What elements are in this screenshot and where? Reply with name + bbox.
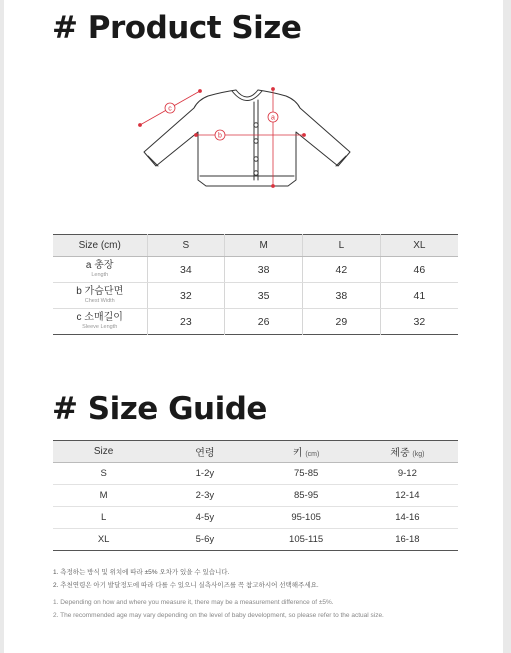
row-label-cell [53,257,147,283]
table-cell: 4-5y [154,507,255,529]
size-guide-title: # Size Guide [52,391,267,427]
jacket-illustration [132,82,368,194]
table-cell: 85-95 [256,485,357,507]
notes-english [53,596,473,622]
row-label-cell [53,309,147,335]
row-sublabel: Length [91,272,109,278]
header-unit: (kg) [412,451,425,458]
notes-korean [53,566,473,592]
table-cell: 23 [147,309,225,335]
table-cell: 29 [303,309,381,335]
row-label: a 총장 [85,260,114,271]
table-cell: 46 [380,257,458,283]
product-size-title: # Product Size [52,10,302,46]
note-line: 1. 측정하는 방식 및 위치에 따라 ±5% 오차가 있을 수 있습니다. [53,569,230,576]
table-cell: 41 [380,283,458,309]
table-cell: 38 [303,283,381,309]
product-size-table [53,234,458,335]
header-cell [357,441,458,463]
header-cell: XL [380,235,458,257]
header-cell: Size (cm) [53,235,147,257]
table-row [53,309,458,335]
row-label: c 소매길이 [76,312,123,323]
table-header-row [53,441,458,463]
table-row [53,507,458,529]
label-b: b [218,132,222,140]
table-cell: 105-115 [289,534,324,545]
table-cell: 5-6y [195,534,215,545]
header-cell: 연령 [154,441,255,463]
table-row [53,283,458,309]
table-cell: 34 [147,257,225,283]
header-cell [256,441,357,463]
table-row [53,485,458,507]
table-cell: 26 [225,309,303,335]
table-cell: 42 [303,257,381,283]
page [4,0,503,653]
header-cell: S [147,235,225,257]
table-row [53,257,458,283]
table-cell: 2-3y [154,485,255,507]
table-cell: 12-14 [357,485,458,507]
table-row [53,529,458,551]
table-cell: M [53,485,154,507]
row-sublabel: Sleeve Length [82,324,118,330]
note-line: 2. 추천연령은 아기 발달정도에 따라 다를 수 있으니 실측사이즈를 꼭 참고하시어 선택해주세요. [53,582,319,589]
table-cell: 95-105 [256,507,357,529]
row-label: b 가슴단면 [76,286,124,297]
table-cell: XL [97,534,110,545]
header-label: 체중 [390,448,410,459]
header-label: 키 [292,448,303,459]
table-cell: 35 [225,283,303,309]
table-cell: 32 [147,283,225,309]
header-cell: M [225,235,303,257]
row-label-cell [53,283,147,309]
table-cell: 32 [380,309,458,335]
size-guide-table [53,440,458,551]
table-cell: L [53,507,154,529]
header-cell: Size [53,441,154,463]
note-line: 2. The recommended age may vary depending on the level of baby development, so please refer to the actual size. [53,612,384,619]
row-sublabel: Chest Width [84,298,115,304]
table-cell: 14-16 [357,507,458,529]
table-header-row [53,235,458,257]
jacket-collar [236,90,258,97]
table-row [53,463,458,485]
label-a: a [271,114,275,122]
table-cell: S [53,463,154,485]
table-cell: 16-18 [395,534,420,545]
table-cell: 1-2y [154,463,255,485]
label-c: c [168,105,172,113]
table-cell: 9-12 [357,463,458,485]
header-unit: (cm) [305,451,320,458]
header-cell: L [303,235,381,257]
note-line: 1. Depending on how and where you measure it, there may be a measurement difference of ±5%. [53,599,334,606]
jacket-body [144,90,350,186]
table-cell: 75-85 [256,463,357,485]
table-cell: 38 [225,257,303,283]
